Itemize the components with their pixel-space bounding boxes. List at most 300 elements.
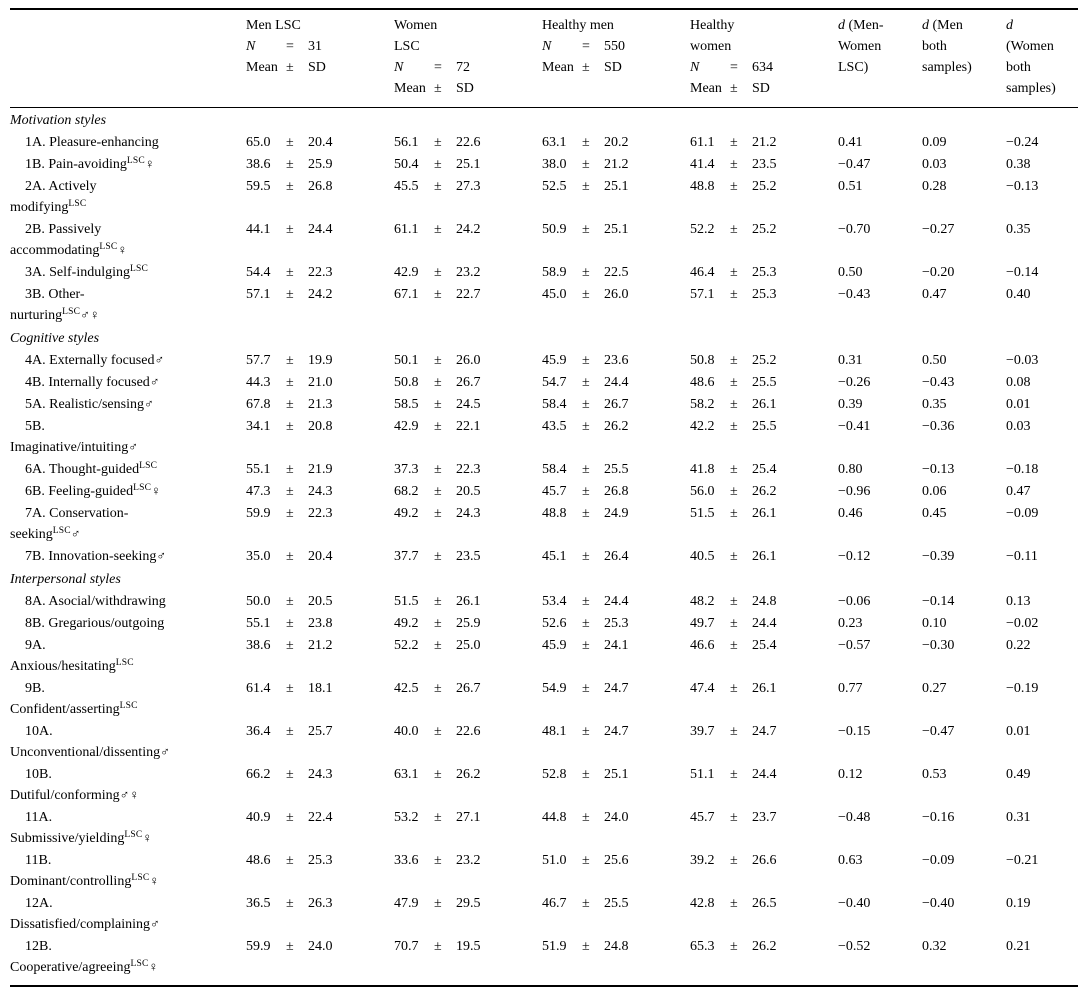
mean-sd-cell — [684, 393, 832, 415]
stat-row — [246, 678, 334, 699]
stat-row — [542, 350, 630, 371]
gender-symbol: ♀ — [151, 483, 161, 498]
lsc-superscript: LSC — [124, 830, 143, 840]
d-value: −0.96 — [838, 484, 871, 499]
d-value: 0.41 — [838, 135, 863, 150]
mean-value: 58.9 — [542, 265, 567, 280]
row-label-line: 11B. — [25, 853, 52, 868]
plus-minus-sign: ± — [286, 157, 294, 172]
sample-size-line — [394, 57, 482, 78]
sd-value: 23.6 — [604, 353, 629, 368]
plus-minus-sign: ± — [730, 353, 738, 368]
row-label-cell — [10, 935, 240, 986]
stat-row — [542, 546, 630, 567]
sample-size-value: 634 — [752, 60, 773, 75]
sd-value: 22.1 — [456, 419, 481, 434]
mean-value: 45.0 — [542, 287, 567, 302]
plus-minus-sign: ± — [434, 397, 442, 412]
sd-value: 25.5 — [752, 419, 777, 434]
stat-row — [690, 503, 778, 524]
table-row — [10, 218, 1078, 261]
plus-minus-sign: ± — [434, 353, 442, 368]
mean-sd-cell — [684, 677, 832, 720]
mean-sd-cell — [536, 892, 684, 935]
sd-value: 24.0 — [604, 810, 629, 825]
mean-sd-cell — [388, 131, 536, 153]
plus-minus-sign: ± — [286, 896, 294, 911]
mean-sd-cell — [388, 480, 536, 502]
mean-sd-cell — [240, 175, 388, 218]
sd-value: 21.9 — [308, 462, 333, 477]
gender-symbol: ♀ — [144, 156, 155, 171]
stat-row — [542, 503, 630, 524]
group-name-line: Healthy women — [690, 18, 735, 54]
mean-sd-cell — [536, 415, 684, 458]
mean-sd-cell — [240, 892, 388, 935]
plus-minus-sign: ± — [434, 222, 442, 237]
stat-row — [394, 284, 482, 305]
stat-row — [690, 284, 778, 305]
sample-size-value: 31 — [308, 39, 322, 54]
plus-minus-sign: ± — [582, 810, 590, 825]
row-label-line: Confident/asserting$^{LSC}$ — [10, 701, 138, 717]
sd-value: 25.2 — [752, 353, 777, 368]
mean-value: 68.2 — [394, 484, 419, 499]
stat-row — [246, 350, 334, 371]
mean-value: 58.5 — [394, 397, 419, 412]
mean-sd-cell — [240, 458, 388, 480]
mean-sd-cell — [684, 634, 832, 677]
d-value: −0.13 — [922, 462, 955, 477]
mean-sd-cell — [240, 480, 388, 502]
stat-row — [246, 219, 334, 240]
stat-row — [246, 416, 334, 437]
sample-group-header — [388, 9, 536, 108]
mean-sd-cell — [536, 371, 684, 393]
d-value: 0.35 — [922, 397, 947, 412]
d-value: 0.10 — [922, 616, 947, 631]
mean-sd-cell — [388, 612, 536, 634]
mean-sd-cell — [388, 502, 536, 545]
mean-value: 58.4 — [542, 462, 567, 477]
stat-row — [542, 284, 630, 305]
sd-value: 20.5 — [308, 594, 333, 609]
sd-value: 26.5 — [752, 896, 777, 911]
sd-value: 22.5 — [604, 265, 629, 280]
group-name-line: Women — [394, 18, 438, 33]
plus-minus-sign: ± — [286, 594, 294, 609]
mean-value: 40.0 — [394, 724, 419, 739]
d-value: −0.36 — [922, 419, 955, 434]
plus-minus-sign: ± — [434, 419, 442, 434]
table-row — [10, 612, 1078, 634]
mean-value: 63.1 — [542, 135, 567, 150]
stat-row — [690, 176, 778, 197]
sd-value: 25.6 — [604, 853, 629, 868]
stat-row — [394, 503, 482, 524]
table-row — [10, 480, 1078, 502]
stat-row — [690, 850, 778, 871]
plus-minus-sign: ± — [730, 853, 738, 868]
mean-sd-cell — [240, 371, 388, 393]
d-value: 0.22 — [1006, 638, 1031, 653]
stat-row — [690, 613, 778, 634]
sd-value: 23.8 — [308, 616, 333, 631]
d-value: 0.01 — [1006, 724, 1031, 739]
row-label-cell — [10, 261, 240, 283]
table-row — [10, 261, 1078, 283]
plus-minus-sign: ± — [730, 462, 738, 477]
stat-row — [394, 154, 482, 175]
stat-row — [690, 936, 778, 957]
plus-minus-sign: ± — [582, 462, 590, 477]
row-label-line: 4B. Internally focused♂ — [25, 374, 160, 390]
plus-minus-sign: ± — [582, 939, 590, 954]
stat-row — [542, 613, 630, 634]
row-label-cell — [10, 892, 240, 935]
mean-value: 45.1 — [542, 549, 567, 564]
mean-sd-cell — [240, 935, 388, 986]
plus-minus-sign: ± — [730, 222, 738, 237]
stat-row — [690, 807, 778, 828]
sd-value: 24.3 — [308, 767, 333, 782]
plus-minus-sign: ± — [582, 853, 590, 868]
d-value: 0.08 — [1006, 375, 1031, 390]
d-value: −0.02 — [1006, 616, 1039, 631]
mean-value: 52.5 — [542, 179, 567, 194]
plus-minus-sign: ± — [434, 265, 442, 280]
stat-row — [246, 936, 334, 957]
row-label-cell — [10, 175, 240, 218]
table-row — [10, 175, 1078, 218]
row-label-cell — [10, 806, 240, 849]
mean-sd-cell — [536, 806, 684, 849]
mean-sd-cell — [240, 502, 388, 545]
mean-sd-cell — [240, 590, 388, 612]
d-value: 0.35 — [1006, 222, 1031, 237]
mean-sd-cell — [240, 393, 388, 415]
mean-value: 61.1 — [690, 135, 715, 150]
mean-value: 67.1 — [394, 287, 419, 302]
row-label-line: 11A. — [25, 810, 53, 825]
stat-row — [246, 154, 334, 175]
sd-value: 24.4 — [604, 594, 629, 609]
plus-minus-sign: ± — [582, 681, 590, 696]
mean-value: 40.5 — [690, 549, 715, 564]
mean-value: 45.7 — [690, 810, 715, 825]
sd-value: 24.7 — [604, 681, 629, 696]
mean-value: 56.1 — [394, 135, 419, 150]
row-label-line: 10B. — [25, 767, 52, 782]
d-value: 0.47 — [1006, 484, 1031, 499]
row-label-line: 10A. — [25, 724, 53, 739]
d-value: −0.20 — [922, 265, 955, 280]
stat-row — [246, 284, 334, 305]
sd-value: 26.8 — [604, 484, 629, 499]
sample-size-value: 550 — [604, 39, 625, 54]
stat-row — [246, 394, 334, 415]
d-value: −0.47 — [838, 157, 871, 172]
mean-sd-cell — [684, 261, 832, 283]
sample-size-line — [246, 36, 334, 57]
sample-size-value: 72 — [456, 60, 470, 75]
stat-row — [394, 936, 482, 957]
d-value: 0.45 — [922, 506, 947, 521]
row-label-line: 6A. Thought-guided$^{LSC}$ — [25, 461, 158, 477]
plus-minus-sign: ± — [730, 397, 738, 412]
plus-minus-column-label: ± — [434, 81, 442, 96]
stat-row — [690, 678, 778, 699]
stat-row — [690, 372, 778, 393]
stat-row — [542, 372, 630, 393]
sample-group-header — [684, 9, 832, 108]
mean-value: 53.4 — [542, 594, 567, 609]
plus-minus-sign: ± — [434, 135, 442, 150]
mean-sd-cell — [388, 590, 536, 612]
d-value: 0.27 — [922, 681, 947, 696]
d-value: −0.43 — [838, 287, 871, 302]
stat-row — [542, 416, 630, 437]
table-row — [10, 892, 1078, 935]
plus-minus-sign: ± — [730, 157, 738, 172]
mean-sd-cell — [388, 393, 536, 415]
plus-minus-sign: ± — [582, 506, 590, 521]
stat-row — [394, 546, 482, 567]
gender-symbol: ♀ — [148, 959, 159, 974]
mean-sd-cell — [684, 612, 832, 634]
mean-value: 47.3 — [246, 484, 271, 499]
sd-value: 25.1 — [604, 767, 629, 782]
table-body — [10, 108, 1078, 987]
gender-symbol: ♂♀ — [119, 787, 140, 802]
section-title: Cognitive styles — [10, 331, 100, 346]
plus-minus-sign: ± — [730, 549, 738, 564]
sd-value: 25.0 — [456, 638, 481, 653]
row-label-line: 9A. — [25, 638, 46, 653]
mean-sd-cell — [388, 349, 536, 371]
sd-value: 19.9 — [308, 353, 333, 368]
d-header-line: d (Men — [922, 18, 963, 33]
mean-sd-cell — [388, 371, 536, 393]
plus-minus-sign: ± — [582, 179, 590, 194]
mean-sd-cell — [684, 131, 832, 153]
mean-sd-cell — [240, 153, 388, 175]
mean-column-label: Mean — [690, 81, 722, 96]
plus-minus-sign: ± — [286, 179, 294, 194]
lsc-superscript: LSC — [119, 701, 138, 711]
plus-minus-sign: ± — [286, 462, 294, 477]
mean-sd-cell — [240, 677, 388, 720]
sd-value: 25.5 — [604, 462, 629, 477]
row-label-line: 7A. Conservation- — [25, 506, 129, 521]
stat-row — [394, 635, 482, 656]
plus-minus-sign: ± — [582, 594, 590, 609]
plus-minus-sign: ± — [582, 222, 590, 237]
mean-sd-cell — [684, 480, 832, 502]
mean-value: 35.0 — [246, 549, 271, 564]
d-value: 0.01 — [1006, 397, 1031, 412]
plus-minus-sign: ± — [582, 767, 590, 782]
row-label-line: 6B. Feeling-guided$^{LSC}$♀ — [25, 483, 161, 499]
plus-minus-sign: ± — [286, 353, 294, 368]
sd-value: 20.4 — [308, 549, 333, 564]
stat-row — [394, 459, 482, 480]
equals-sign: = — [730, 60, 738, 75]
stat-row — [246, 635, 334, 656]
sample-group-header — [536, 9, 684, 108]
stat-labels-line — [246, 57, 334, 78]
stat-row — [246, 503, 334, 524]
sd-value: 23.2 — [456, 853, 481, 868]
stat-row — [246, 546, 334, 567]
sd-value: 24.2 — [308, 287, 333, 302]
plus-minus-sign: ± — [730, 616, 738, 631]
mean-value: 59.9 — [246, 506, 271, 521]
row-label-cell — [10, 349, 240, 371]
plus-minus-column-label: ± — [730, 81, 738, 96]
table-row — [10, 502, 1078, 545]
mean-sd-cell — [536, 218, 684, 261]
sd-value: 21.0 — [308, 375, 333, 390]
plus-minus-sign: ± — [434, 157, 442, 172]
stat-row — [246, 721, 334, 742]
table-row — [10, 153, 1078, 175]
mean-sd-cell — [684, 892, 832, 935]
mean-value: 47.9 — [394, 896, 419, 911]
stat-row — [542, 635, 630, 656]
plus-minus-sign: ± — [730, 419, 738, 434]
sd-value: 24.7 — [604, 724, 629, 739]
plus-minus-sign: ± — [582, 724, 590, 739]
mean-sd-cell — [388, 677, 536, 720]
row-label-cell — [10, 153, 240, 175]
row-label-cell — [10, 393, 240, 415]
row-label-line: 3B. Other- — [25, 287, 85, 302]
sd-value: 27.1 — [456, 810, 481, 825]
mean-sd-cell — [684, 371, 832, 393]
sd-value: 26.0 — [604, 287, 629, 302]
stat-labels-line — [394, 78, 482, 99]
descriptive-statistics-table — [10, 8, 1078, 987]
mean-sd-cell — [536, 153, 684, 175]
mean-sd-cell — [536, 763, 684, 806]
mean-value: 51.1 — [690, 767, 715, 782]
stat-row — [542, 678, 630, 699]
d-value: 0.09 — [922, 135, 947, 150]
mean-sd-cell — [240, 545, 388, 567]
stat-row — [394, 721, 482, 742]
table-row — [10, 763, 1078, 806]
plus-minus-sign: ± — [434, 549, 442, 564]
gender-symbol: ♂ — [70, 526, 81, 541]
sd-value: 25.3 — [752, 265, 777, 280]
stat-row — [246, 132, 334, 153]
mean-sd-cell — [536, 935, 684, 986]
mean-value: 50.0 — [246, 594, 271, 609]
row-label-cell — [10, 480, 240, 502]
plus-minus-sign: ± — [434, 767, 442, 782]
d-value: 0.03 — [1006, 419, 1031, 434]
sd-value: 22.3 — [308, 506, 333, 521]
mean-sd-cell — [684, 283, 832, 326]
stat-row — [542, 721, 630, 742]
plus-minus-sign: ± — [730, 375, 738, 390]
plus-minus-sign: ± — [582, 397, 590, 412]
row-label-line: accommodating$^{LSC}$♀ — [10, 242, 128, 258]
d-value: 0.21 — [1006, 939, 1031, 954]
sd-value: 25.4 — [752, 638, 777, 653]
row-label-cell — [10, 218, 240, 261]
gender-symbol: ♂♀ — [80, 307, 100, 322]
mean-sd-cell — [388, 763, 536, 806]
gender-symbol: ♂ — [149, 916, 160, 931]
stat-row — [394, 394, 482, 415]
mean-value: 50.9 — [542, 222, 567, 237]
mean-value: 67.8 — [246, 397, 271, 412]
sd-value: 25.3 — [752, 287, 777, 302]
lsc-superscript: LSC — [133, 483, 152, 493]
sample-size-line — [690, 57, 778, 78]
mean-sd-cell — [684, 175, 832, 218]
d-value: −0.09 — [1006, 506, 1039, 521]
d-value: 0.63 — [838, 853, 863, 868]
row-label-line: 7B. Innovation-seeking♂ — [25, 548, 167, 564]
plus-minus-sign: ± — [582, 549, 590, 564]
d-value: 0.40 — [1006, 287, 1031, 302]
plus-minus-sign: ± — [434, 853, 442, 868]
mean-value: 41.8 — [690, 462, 715, 477]
mean-value: 38.6 — [246, 638, 271, 653]
mean-value: 50.8 — [394, 375, 419, 390]
plus-minus-sign: ± — [286, 681, 294, 696]
mean-value: 42.9 — [394, 419, 419, 434]
d-value: 0.53 — [922, 767, 947, 782]
stat-row — [394, 764, 482, 785]
mean-sd-cell — [536, 458, 684, 480]
row-label-cell — [10, 458, 240, 480]
stat-row — [690, 591, 778, 612]
mean-value: 65.3 — [690, 939, 715, 954]
sample-size-n: N — [394, 60, 404, 75]
d-header-line: (Women — [1006, 39, 1054, 54]
plus-minus-sign: ± — [286, 222, 294, 237]
plus-minus-sign: ± — [582, 484, 590, 499]
d-value: 0.38 — [1006, 157, 1031, 172]
mean-sd-cell — [388, 720, 536, 763]
lsc-superscript: LSC — [131, 873, 150, 883]
mean-sd-cell — [536, 131, 684, 153]
d-header-line: d (Men- — [838, 18, 884, 33]
mean-value: 50.4 — [394, 157, 419, 172]
gender-symbol: ♂ — [128, 439, 138, 454]
d-value: −0.41 — [838, 419, 871, 434]
mean-value: 38.0 — [542, 157, 567, 172]
d-value: −0.09 — [922, 853, 955, 868]
row-label-line: Dominant/controlling$^{LSC}$♀ — [10, 873, 160, 889]
mean-sd-cell — [388, 892, 536, 935]
plus-minus-sign: ± — [730, 506, 738, 521]
mean-sd-cell — [240, 720, 388, 763]
sd-value: 24.4 — [752, 616, 777, 631]
plus-minus-sign: ± — [582, 135, 590, 150]
mean-sd-cell — [684, 218, 832, 261]
mean-sd-cell — [684, 502, 832, 545]
sd-column-label: SD — [456, 81, 474, 96]
row-label-cell — [10, 677, 240, 720]
row-label-line: nurturing$^{LSC}$♂♀ — [10, 307, 100, 323]
plus-minus-sign: ± — [434, 939, 442, 954]
mean-sd-cell — [684, 153, 832, 175]
